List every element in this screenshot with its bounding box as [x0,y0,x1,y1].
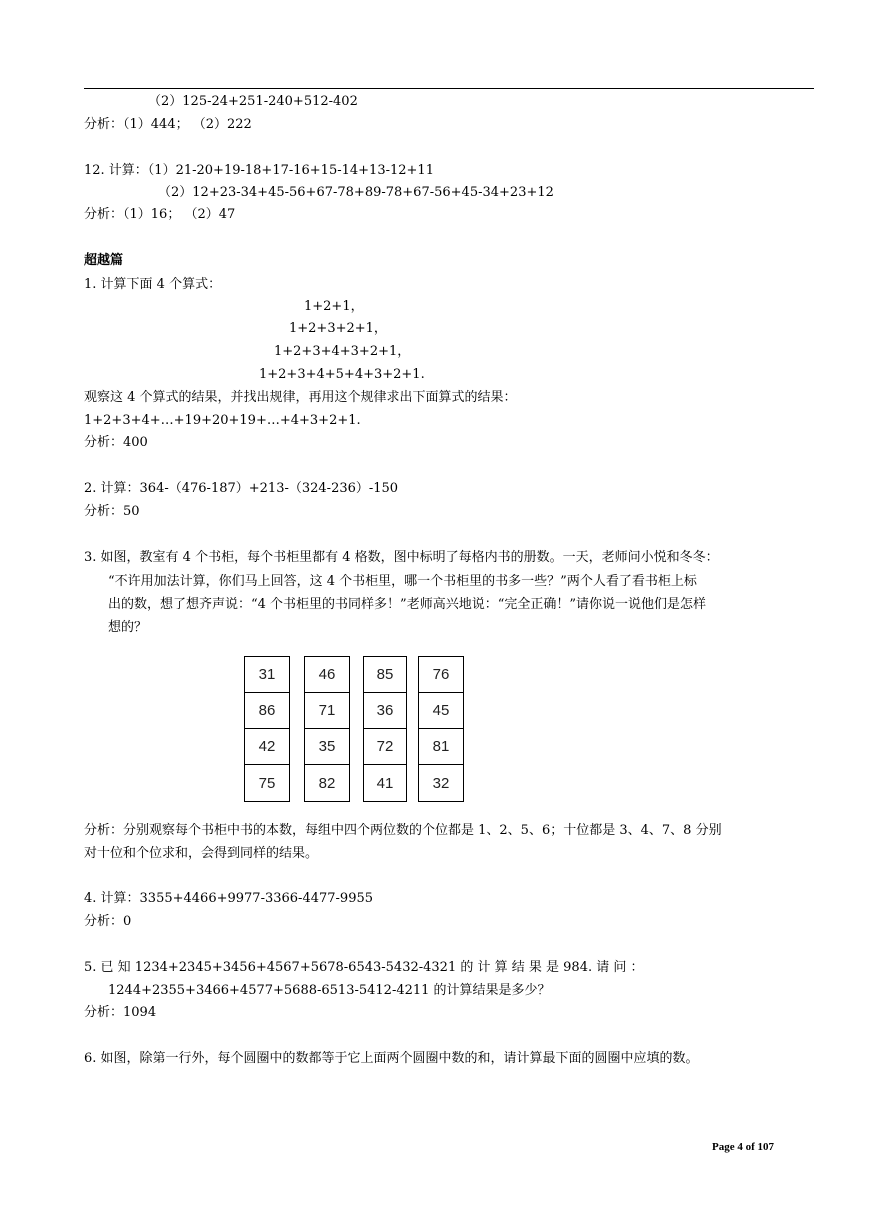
shelf-cell: 41 [376,774,394,792]
shelf-cell: 75 [258,774,276,792]
advanced-6-title: 6. 如图，除第一行外，每个圆圈中的数都等于它上面两个圆圈中数的和，请计算最下面的圆圈中应填的数。 [84,1051,699,1066]
shelf-cell: 86 [245,693,289,729]
formula-4: 1+2+3+4+5+4+3+2+1. [259,367,425,382]
advanced-3-line-1: 3. 如图，教室有 4 个书柜，每个书柜里都有 4 格数，图中标明了每格内书的册数。一天，老师问小悦和冬冬： [84,550,719,565]
advanced-1-answer: 分析：400 [84,435,148,450]
formula-2: 1+2+3+2+1， [289,321,387,336]
answer-11: 分析：（1）444； （2）222 [84,117,252,132]
advanced-4-title: 4. 计算：3355+4466+9977-3366-4477-9955 [84,891,374,906]
bookshelf-2 [304,656,350,802]
advanced-2-answer: 分析：50 [84,504,140,519]
bookshelves-figure [244,656,468,806]
header-rule [84,88,814,89]
problem-12-part-2: （2）12+23-34+45-56+67-78+89-78+67-56+45-34+23+12 [158,185,554,200]
shelf-cell: 46 [305,657,349,693]
advanced-3-line-4: 想的？ [108,620,148,635]
advanced-5-answer: 分析：1094 [84,1005,157,1020]
advanced-3-answer-1: 分析：分别观察每个书柜中书的本数，每组中四个两位数的个位都是 1、2、5、6；十位都是 3、4、7、8 分别 [84,823,722,838]
bookshelf-1 [244,656,290,802]
shelf-cell: 45 [419,693,463,729]
shelf-cell: 85 [364,657,406,693]
section-heading: 超越篇 [84,253,124,268]
formula-1: 1+2+1， [304,299,364,314]
shelf-cell: 42 [245,729,289,765]
advanced-1-title: 1. 计算下面 4 个算式： [84,277,222,292]
shelf-cell: 36 [364,693,406,729]
advanced-1-question: 观察这 4 个算式的结果，并找出规律，再用这个规律求出下面算式的结果： [84,390,517,405]
shelf-cell: 32 [432,774,450,792]
page-number: Page 4 of 107 [712,1141,775,1153]
problem-11-part-2: （2）125-24+251-240+512-402 [148,94,358,109]
shelf-cell: 81 [419,729,463,765]
bookshelf-4 [418,656,464,802]
shelf-cell: 76 [419,657,463,693]
advanced-3-line-3: 出的数，想了想齐声说：“4 个书柜里的书同样多！”老师高兴地说：“完全正确！”请你说一说他们是怎样 [108,597,706,612]
advanced-2-title: 2. 计算：364-（476-187）+213-（324-236）-150 [84,481,399,496]
advanced-3-line-2: “不许用加法计算，你们马上回答，这 4 个书柜里，哪一个书柜里的书多一些？”两个人看了看书柜上标 [108,574,697,589]
formula-3: 1+2+3+4+3+2+1， [274,344,411,359]
shelf-cell: 72 [364,729,406,765]
advanced-5-line-2: 1244+2355+3466+4577+5688-6513-5412-4211 的计算结果是多少？ [108,983,551,998]
shelf-cell: 82 [318,774,336,792]
shelf-cell: 31 [245,657,289,693]
advanced-3-answer-2: 对十位和个位求和，会得到同样的结果。 [84,846,319,861]
advanced-1-expression: 1+2+3+4+…+19+20+19+…+4+3+2+1. [84,413,361,428]
problem-12-part-1: 12. 计算：（1）21-20+19-18+17-16+15-14+13-12+11 [84,163,434,178]
bookshelf-3 [363,656,407,802]
advanced-4-answer: 分析：0 [84,914,132,929]
advanced-5-line-1: 5. 已 知 1234+2345+3456+4567+5678-6543-5432-4321 的 计 算 结 果 是 984. 请 问 ： [84,960,644,975]
answer-12: 分析：（1）16； （2）47 [84,207,236,222]
shelf-cell: 71 [305,693,349,729]
shelf-cell: 35 [305,729,349,765]
